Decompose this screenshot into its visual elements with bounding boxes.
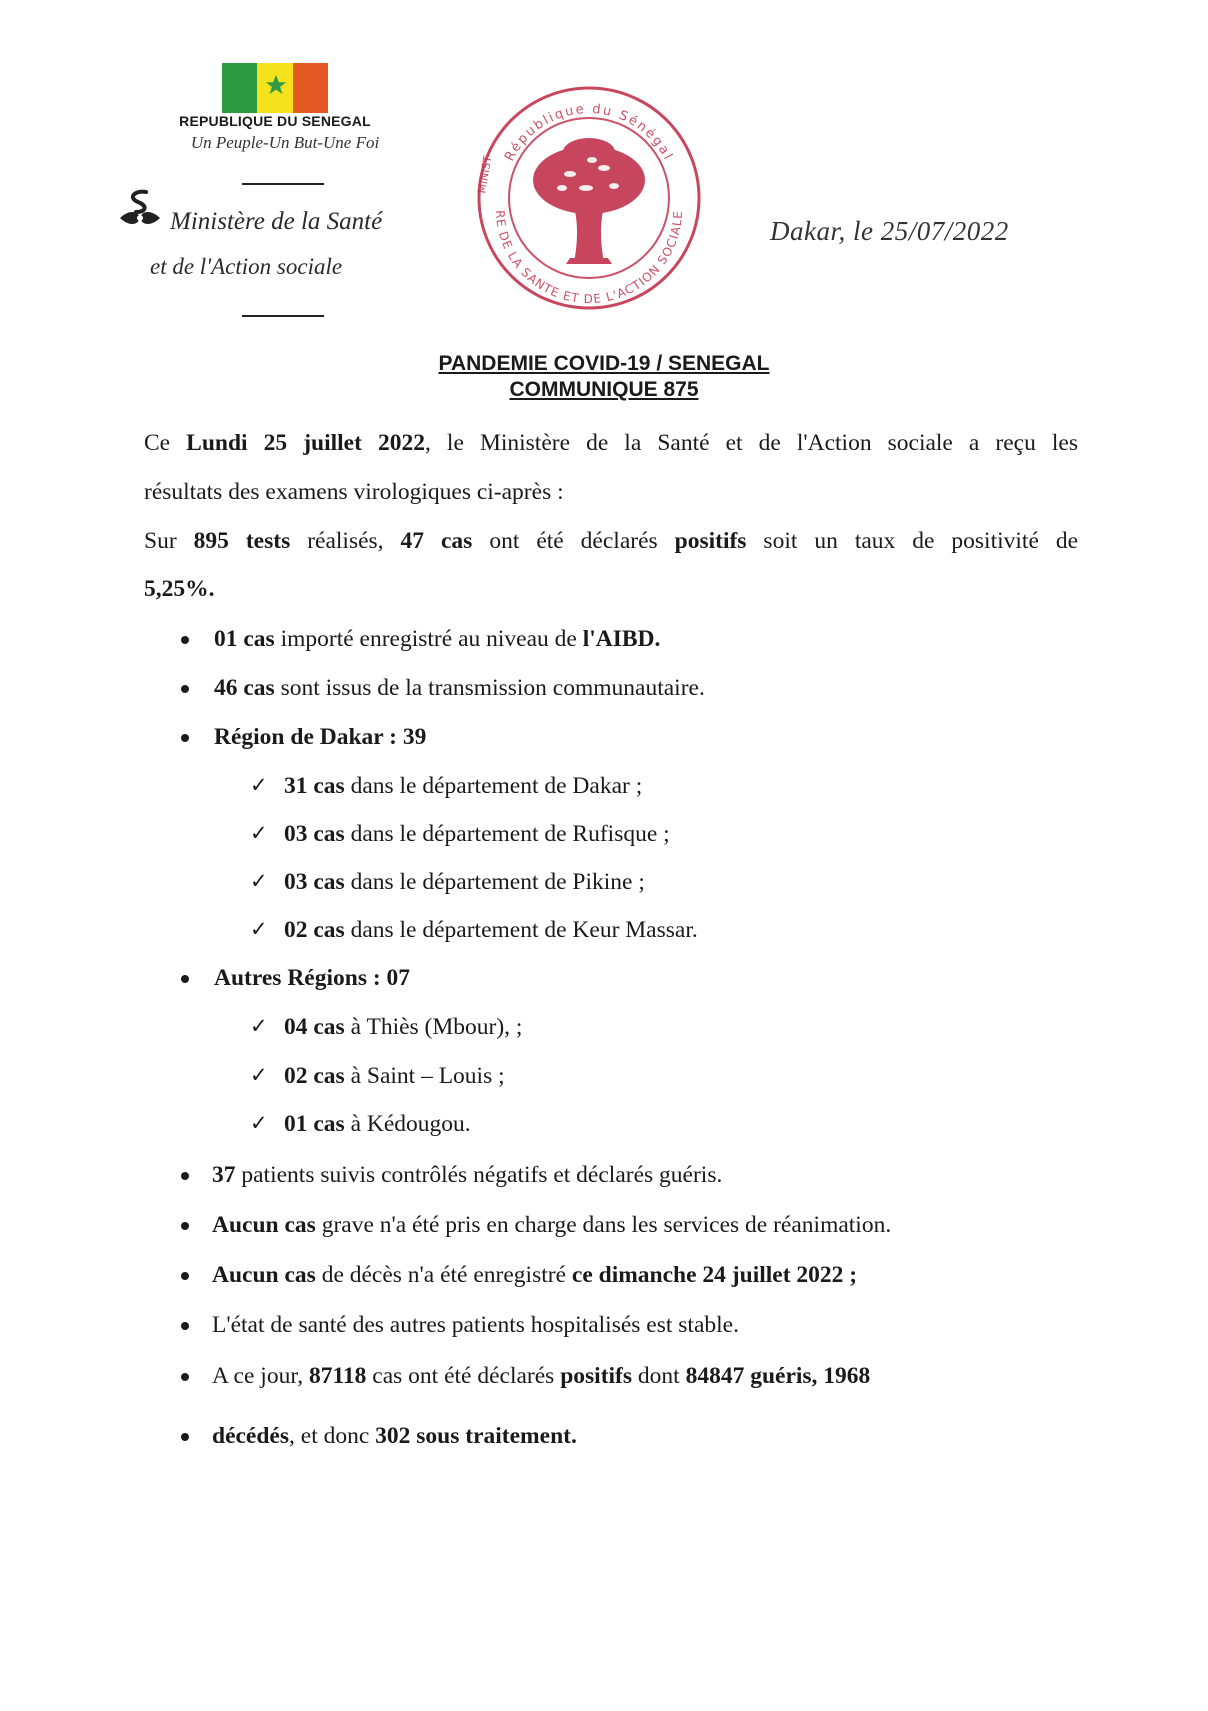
under-treatment-count: 302 sous traitement.	[375, 1423, 577, 1449]
bullet-deaths	[212, 1264, 857, 1288]
intro-text: réalisés,	[290, 528, 401, 554]
dakar-subitem	[284, 823, 670, 847]
national-motto: Un Peuple-Un But-Une Foi	[190, 133, 380, 152]
bullet-dot	[181, 734, 189, 742]
intro-text: Sur	[144, 528, 194, 554]
positivity-rate	[144, 578, 215, 602]
bullet-dot	[181, 1433, 189, 1441]
dakar-subitem	[284, 871, 645, 895]
communique-number: COMMUNIQUE 875	[509, 378, 699, 401]
bullet-dakar-region	[214, 726, 426, 750]
flag-green-band	[222, 63, 257, 113]
bullet-imported-case	[214, 628, 660, 652]
bullet-stable-patients: L'état de santé des autres patients hospitalisés est stable.	[212, 1312, 739, 1338]
total-positive-count: 87118	[308, 1363, 367, 1389]
bullet-cumulative	[212, 1365, 870, 1389]
bullet-number: 01 cas	[214, 626, 275, 652]
subitem-text: à Kédougou.	[344, 1111, 471, 1137]
header-divider-top	[242, 183, 324, 185]
bullet-text: , et donc	[289, 1423, 376, 1449]
bullet-under-treatment	[212, 1425, 577, 1449]
checkmark-icon: ✓	[250, 821, 268, 845]
intro-text: soit un taux de positivité de	[746, 528, 1079, 554]
bullet-heading: Région de Dakar : 39	[214, 724, 427, 750]
checkmark-icon: ✓	[250, 773, 268, 797]
region-subitem	[284, 1016, 522, 1040]
baobab-tree-icon	[533, 138, 645, 264]
checkmark-icon: ✓	[250, 1063, 268, 1087]
bullet-dot	[181, 685, 189, 693]
subitem-text: à Saint – Louis ;	[344, 1063, 505, 1089]
bullet-community-cases	[214, 677, 705, 701]
bullet-dot	[181, 1172, 189, 1180]
bullet-text: sont issus de la transmission communautaire.	[274, 675, 705, 701]
bullet-date: ce dimanche 24 juillet 2022 ;	[571, 1262, 858, 1288]
bullet-text: de décès n'a été enregistré	[315, 1262, 572, 1288]
ministry-logo-icon	[116, 188, 164, 234]
checkmark-icon: ✓	[250, 1014, 268, 1038]
subitem-number: 31 cas	[284, 773, 345, 799]
subitem-number: 03 cas	[284, 821, 345, 847]
bullet-emphasis: l'AIBD.	[582, 626, 661, 652]
bullet-number: 46 cas	[214, 675, 275, 701]
republic-label: REPUBLIQUE DU SENEGAL	[179, 113, 371, 129]
tests-count: 895 tests	[193, 528, 291, 554]
header-divider-bottom	[242, 315, 324, 317]
positive-label: positifs	[560, 1363, 633, 1389]
bullet-text: dont	[632, 1363, 686, 1389]
bullet-text: cas ont été déclarés	[366, 1363, 561, 1389]
intro-line-1	[144, 432, 1078, 456]
ministry-name-line2: et de l'Action sociale	[150, 254, 343, 279]
intro-line-2: résultats des examens virologiques ci-après :	[144, 479, 564, 505]
dakar-subitem	[284, 919, 698, 943]
bullet-other-regions	[214, 967, 410, 991]
bullet-text: grave n'a été pris en charge dans les services de réanimation.	[315, 1212, 892, 1238]
document-title: PANDEMIE COVID-19 / SENEGAL	[438, 352, 770, 375]
region-subitem	[284, 1113, 471, 1137]
subitem-text: dans le département de Rufisque ;	[344, 821, 670, 847]
region-subitem	[284, 1065, 505, 1089]
seal-text-left: MINIST	[475, 154, 495, 195]
subitem-number: 04 cas	[284, 1014, 345, 1040]
bullet-emphasis: Aucun cas	[212, 1262, 316, 1288]
intro-text: , le Ministère de la Santé et de l'Action sociale a reçu les	[425, 430, 1079, 456]
bullet-text: A ce jour,	[212, 1363, 309, 1389]
bullet-number: 37	[212, 1162, 236, 1188]
document-date: Dakar, le 25/07/2022	[770, 216, 1009, 246]
dakar-subitem	[284, 775, 642, 799]
ministry-seal-stamp	[474, 82, 704, 314]
positive-cases-count: 47 cas	[400, 528, 473, 554]
subitem-number: 03 cas	[284, 869, 345, 895]
subitem-number: 02 cas	[284, 917, 345, 943]
intro-text: Ce	[144, 430, 187, 456]
positive-label: positifs	[674, 528, 747, 554]
subitem-number: 02 cas	[284, 1063, 345, 1089]
checkmark-icon: ✓	[250, 1111, 268, 1135]
seal-text-bottom: RE DE LA SANTE ET DE L'ACTION SOCIALE	[492, 209, 686, 307]
subitem-text: dans le département de Pikine ;	[344, 869, 645, 895]
intro-line-3	[144, 530, 1078, 554]
bullet-dot	[181, 975, 189, 983]
subitem-text: dans le département de Keur Massar.	[344, 917, 698, 943]
senegal-flag	[222, 63, 328, 113]
subitem-text: dans le département de Dakar ;	[344, 773, 643, 799]
checkmark-icon: ✓	[250, 917, 268, 941]
bullet-heading-count: : 07	[366, 965, 411, 991]
flag-star-icon	[265, 74, 287, 96]
subitem-text: à Thiès (Mbour), ;	[344, 1014, 523, 1040]
positivity-rate-value: 5,25%.	[144, 576, 215, 602]
deaths-label: décédés	[212, 1423, 290, 1449]
bullet-emphasis: Aucun cas	[212, 1212, 316, 1238]
bullet-dot	[181, 1272, 189, 1280]
bullet-severe-cases	[212, 1214, 891, 1238]
bullet-dot	[181, 636, 189, 644]
intro-date: Lundi 25 juillet 2022	[186, 430, 425, 456]
recovered-and-deaths-count: 84847 guéris, 1968	[685, 1363, 871, 1389]
subitem-number: 01 cas	[284, 1111, 345, 1137]
bullet-dot	[181, 1222, 189, 1230]
flag-red-band	[293, 63, 328, 113]
bullet-dot	[181, 1373, 189, 1381]
bullet-heading: Autres Régions	[214, 965, 367, 991]
bullet-recovered	[212, 1164, 722, 1188]
bullet-text: patients suivis contrôlés négatifs et déclarés guéris.	[235, 1162, 723, 1188]
bullet-dot	[181, 1322, 189, 1330]
ministry-name-line1: Ministère de la Santé	[170, 208, 383, 235]
intro-text: ont été déclarés	[472, 528, 675, 554]
checkmark-icon: ✓	[250, 869, 268, 893]
seal-text-top: République du Sénégal	[502, 101, 676, 164]
bullet-text: importé enregistré au niveau de	[274, 626, 583, 652]
